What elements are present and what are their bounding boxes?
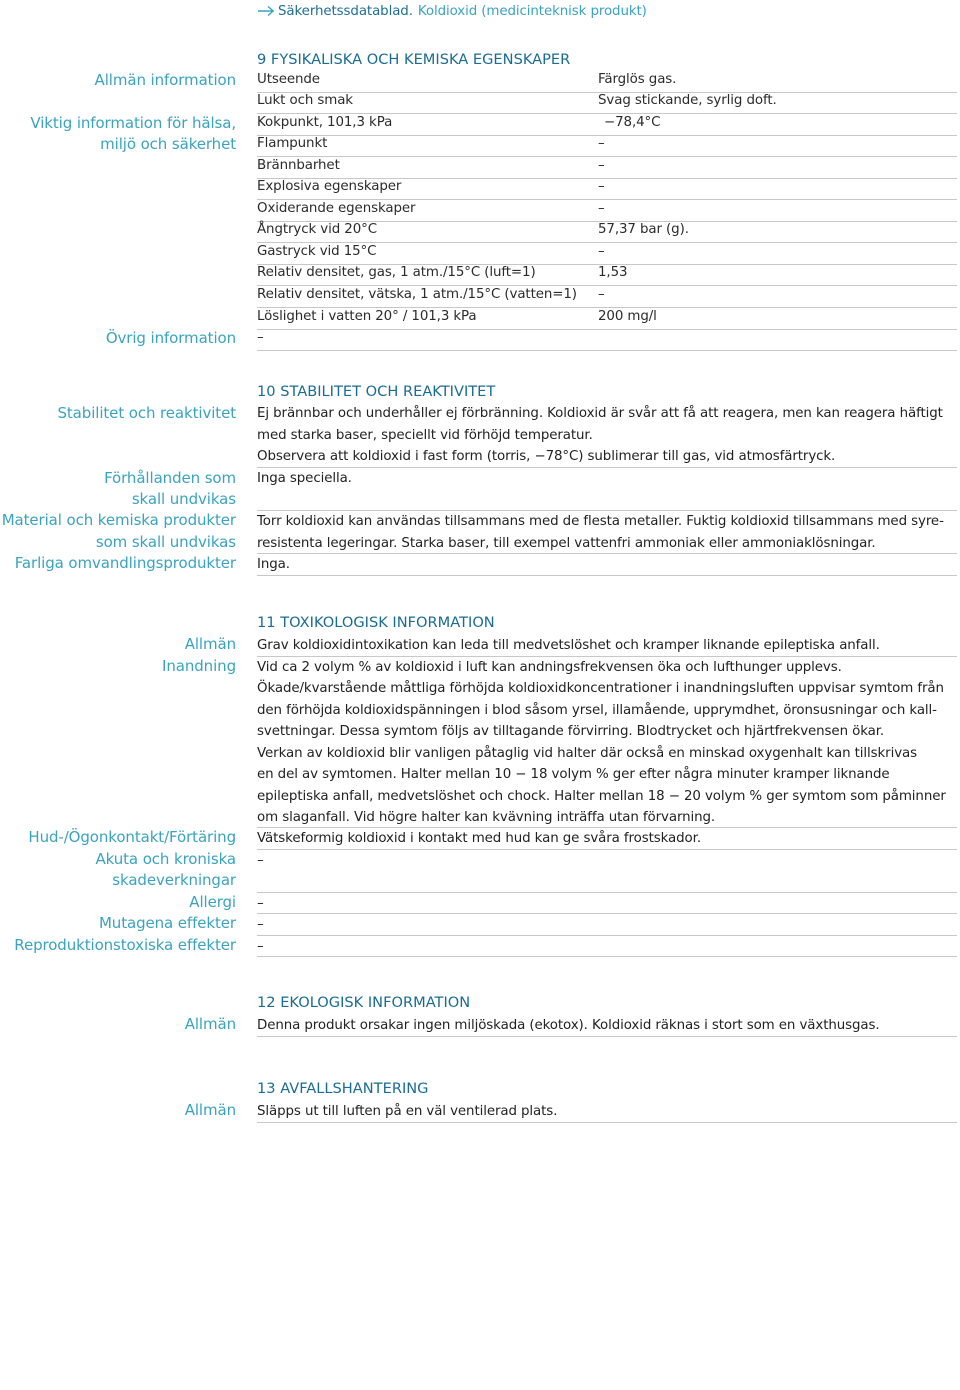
disposal-text: Släpps ut till luften på en väl ventilerad plats. (257, 1104, 558, 1119)
row-divider (257, 199, 957, 200)
property-value: Färglös gas. (598, 72, 677, 87)
property-value: −78,4°C (604, 115, 661, 130)
product-name: Koldioxid (medicinteknisk produkt) (417, 3, 647, 19)
row-divider (257, 156, 957, 157)
property-name: Brännbarhet (257, 158, 340, 173)
property-value: 1,53 (598, 265, 628, 280)
label-acute-line-1: Akuta och kroniska (95, 850, 236, 868)
acute-effects-value: – (257, 853, 264, 868)
document-type: Säkerhetssdatablad. (278, 3, 413, 19)
row-divider (257, 956, 957, 957)
mutagenic-value: – (257, 917, 264, 932)
label-skin-eye-ingestion: Hud-/Ögonkontakt/Förtäring (28, 828, 236, 846)
row-divider (257, 892, 957, 893)
property-name: Ångtryck vid 20°C (257, 222, 377, 237)
conditions-text: Inga speciella. (257, 471, 352, 486)
row-divider (257, 849, 957, 850)
arrow-right-icon (257, 5, 275, 17)
section-12-title: 12 EKOLOGISK INFORMATION (257, 994, 471, 1011)
label-inhalation: Inandning (162, 657, 236, 675)
row-divider (257, 1122, 957, 1123)
row-divider (257, 307, 957, 308)
row-divider (257, 467, 957, 468)
allergy-value: – (257, 896, 264, 911)
label-mutagenic: Mutagena effekter (98, 914, 236, 932)
inhalation-text-line: Verkan av koldioxid blir vanligen påtaglig vid halter där också en minskad oxygenhalt kan tillskrivas (257, 746, 917, 761)
row-divider (257, 113, 957, 114)
section-9-title: 9 FYSIKALISKA OCH KEMISKA EGENSKAPER (257, 51, 571, 68)
property-value: Svag stickande, syrlig doft. (598, 93, 777, 108)
section-13-title: 13 AVFALLSHANTERING (257, 1080, 429, 1097)
row-divider (257, 285, 957, 286)
property-name: Gastryck vid 15°C (257, 244, 377, 259)
row-divider (257, 242, 957, 243)
skin-contact-text: Vätskeformig koldioxid i kontakt med hud kan ge svåra frostskador. (257, 831, 701, 846)
row-divider (257, 1036, 957, 1037)
inhalation-text-line: Ökade/kvarstående måttliga förhöjda koldioxidkoncentrationer i inandningsluften uppvisar symtom från (257, 681, 944, 696)
row-divider (257, 350, 957, 351)
property-name: Löslighet i vatten 20° / 101,3 kPa (257, 309, 477, 324)
label-stability: Stabilitet och reaktivitet (57, 404, 236, 422)
row-divider (257, 935, 957, 936)
property-value: – (598, 136, 605, 151)
property-value: 200 mg/l (598, 309, 657, 324)
label-materials-line-1: Material och kemiska produkter (1, 511, 236, 529)
label-health-line-2: miljö och säkerhet (100, 135, 236, 153)
inhalation-text-line: om slaganfall. Vid högre halter kan kvävning inträffa utan förvarning. (257, 810, 716, 825)
inhalation-text-line: Vid ca 2 volym % av koldioxid i luft kan andningsfrekvensen öka och lufthunger upplevs. (257, 660, 842, 675)
row-divider (257, 913, 957, 914)
label-general: Allmän (184, 1101, 236, 1119)
property-value: – (598, 201, 605, 216)
stability-text-line: Ej brännbar och underhåller ej förbränning. Koldioxid är svår att få att reagera, men kan reagera häftigt (257, 406, 943, 421)
inhalation-text-line: epileptiska anfall, medvetslöshet och chock. Halter mellan 18 − 20 volym % ger symtom som påminner (257, 789, 946, 804)
label-acute-line-2: skadeverkningar (112, 871, 236, 889)
toxicology-general-text: Grav koldioxidintoxikation kan leda till medvetslöshet och kramper liknande epileptiska anfall. (257, 638, 880, 653)
property-value: – (598, 244, 605, 259)
property-name: Explosiva egenskaper (257, 179, 402, 194)
label-conditions-line-2: skall undvikas (131, 490, 236, 508)
inhalation-text-line: en del av symtomen. Halter mellan 10 − 18 volym % ger efter några minuter kramper liknande (257, 767, 890, 782)
row-divider (257, 135, 957, 136)
label-hazardous-products: Farliga omvandlingsprodukter (14, 554, 236, 572)
label-general: Allmän (184, 635, 236, 653)
inhalation-text-line: svettningar. Dessa symtom följs av tilltagande förvirring. Blodtrycket och hjärtfrekvensen ökar. (257, 724, 885, 739)
label-general: Allmän (184, 1015, 236, 1033)
property-value: – (598, 287, 605, 302)
section-10-title: 10 STABILITET OCH REAKTIVITET (257, 383, 496, 400)
section-11-title: 11 TOXIKOLOGISK INFORMATION (257, 614, 495, 631)
reproductive-value: – (257, 939, 264, 954)
stability-text-line: med starka baser, speciellt vid förhöjd temperatur. (257, 428, 593, 443)
property-value: – (598, 179, 605, 194)
other-information-value: – (257, 330, 264, 345)
property-name: Oxiderande egenskaper (257, 201, 416, 216)
materials-text-line: resistenta legeringar. Starka baser, till exempel vattenfri ammoniak eller ammoniaklösningar. (257, 536, 876, 551)
row-divider (257, 575, 957, 576)
property-value: – (598, 158, 605, 173)
property-name: Lukt och smak (257, 93, 353, 108)
label-other-information: Övrig information (105, 329, 236, 347)
document-header (257, 2, 647, 20)
label-general-information: Allmän information (94, 71, 236, 89)
property-name: Utseende (257, 72, 320, 87)
label-materials-line-2: som skall undvikas (95, 533, 236, 551)
inhalation-text-line: den förhöjda koldioxidspänningen i blod såsom yrsel, illamående, upprymdhet, öronsusningar och kall- (257, 703, 937, 718)
property-name: Flampunkt (257, 136, 328, 151)
property-name: Relativ densitet, gas, 1 atm./15°C (luft=1) (257, 265, 536, 280)
property-value: 57,37 bar (g). (598, 222, 689, 237)
property-name: Kokpunkt, 101,3 kPa (257, 115, 393, 130)
label-health-line-1: Viktig information för hälsa, (30, 114, 236, 132)
row-divider (257, 553, 957, 554)
label-reproductive: Reproduktionstoxiska effekter (14, 936, 236, 954)
property-name: Relativ densitet, vätska, 1 atm./15°C (vatten=1) (257, 287, 577, 302)
label-allergy: Allergi (189, 893, 236, 911)
stability-text-line: Observera att koldioxid i fast form (torris, −78°C) sublimerar till gas, vid atmosfärtryck. (257, 449, 836, 464)
ecology-text: Denna produkt orsakar ingen miljöskada (ekotox). Koldioxid räknas i stort som en växthusgas. (257, 1018, 880, 1033)
row-divider (257, 329, 957, 330)
materials-text-line: Torr koldioxid kan användas tillsammans med de flesta metaller. Fuktig koldioxid tillsammans med syre- (257, 514, 944, 529)
hazardous-products-text: Inga. (257, 557, 290, 572)
label-conditions-line-1: Förhållanden som (104, 469, 236, 487)
